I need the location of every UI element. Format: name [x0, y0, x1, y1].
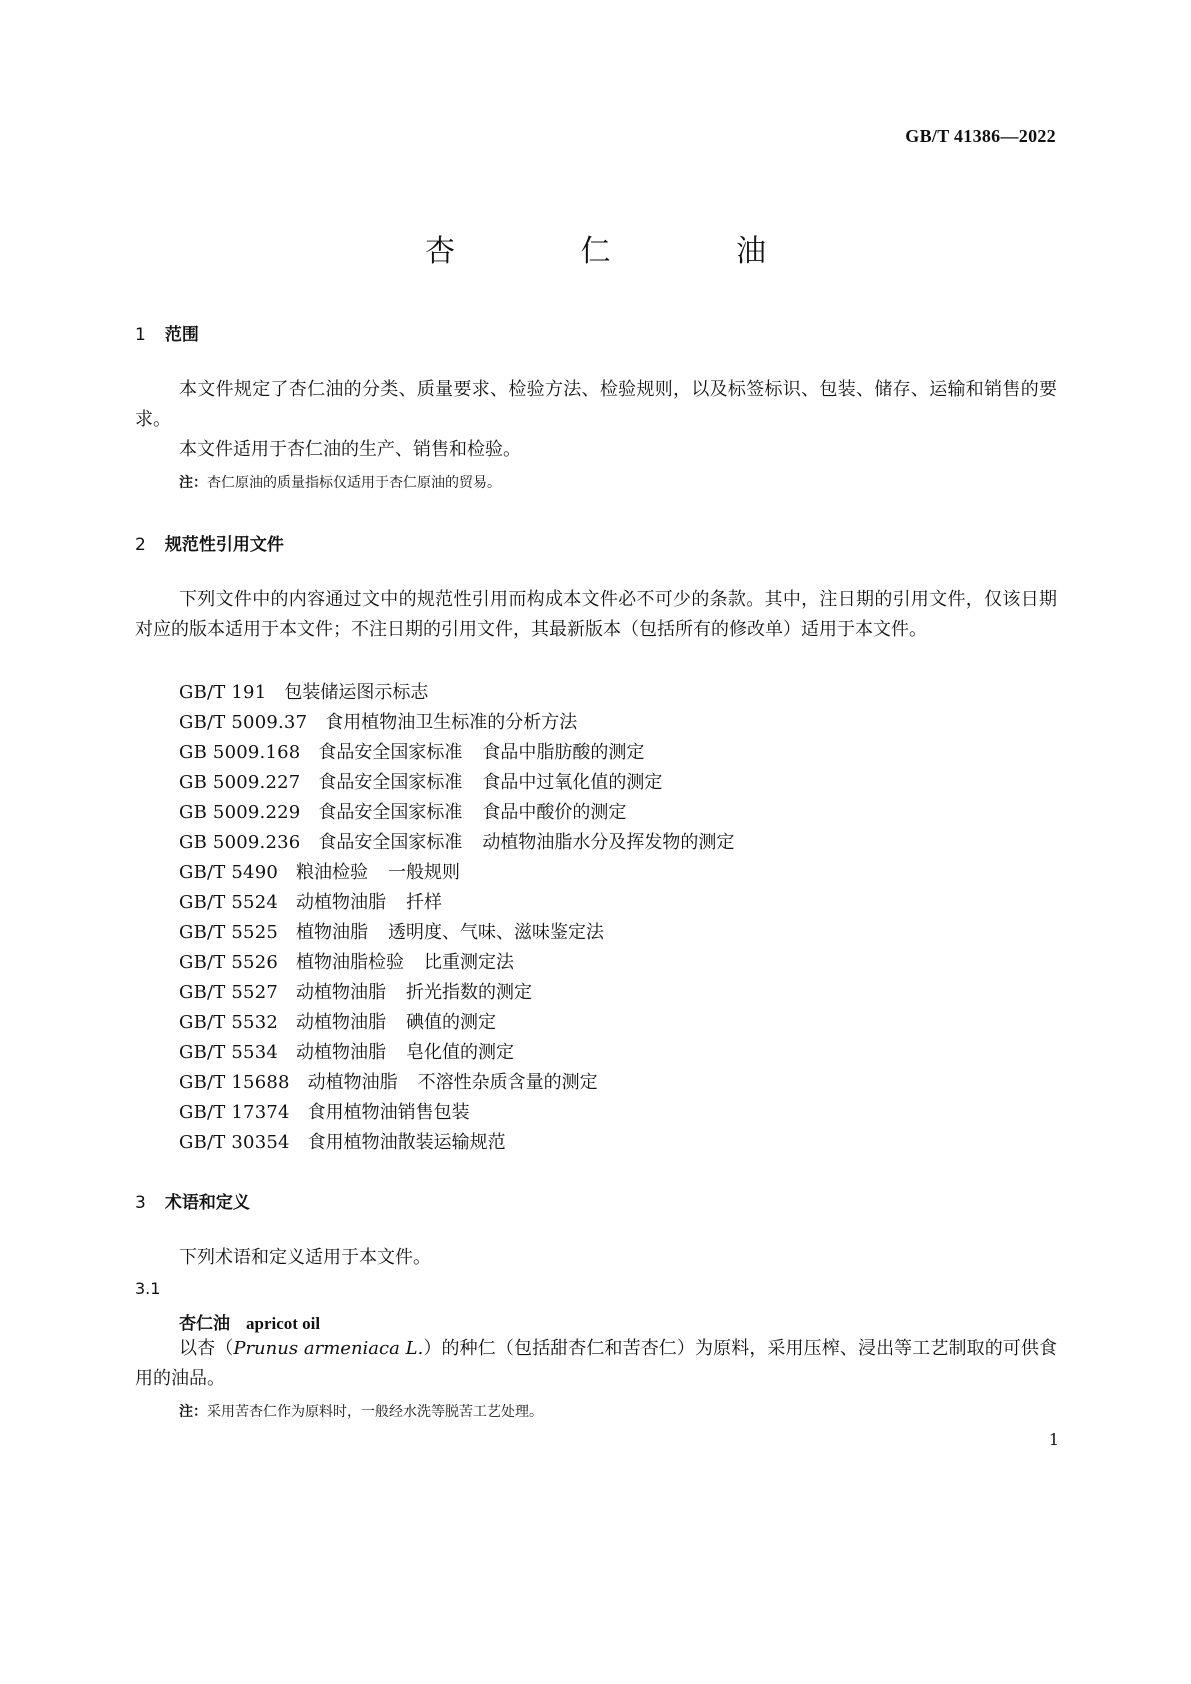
standard-number: GB/T 41386—2022 — [905, 126, 1056, 146]
term-definition — [135, 1334, 1057, 1394]
section-number: 1 — [135, 325, 146, 345]
reference-code: GB/T 5526 — [179, 952, 279, 973]
reference-item — [179, 798, 734, 828]
note-text: 杏仁原油的质量指标仅适用于杏仁原油的贸易。 — [207, 475, 501, 491]
reference-item — [179, 1038, 734, 1068]
section-title: 规范性引用文件 — [164, 535, 284, 555]
reference-code: GB/T 5525 — [179, 922, 279, 943]
reference-title: 食用植物油卫生标准的分析方法 — [325, 712, 578, 733]
document-title: 杏 仁 油 — [424, 234, 825, 269]
reference-title: 食品安全国家标准 — [318, 742, 463, 763]
reference-item — [179, 768, 734, 798]
reference-code: GB/T 17374 — [179, 1102, 290, 1123]
reference-title: 植物油脂检验 — [296, 952, 405, 973]
reference-subtitle: 不溶性杂质含量的测定 — [417, 1072, 598, 1093]
page-number: 1 — [1048, 1430, 1059, 1449]
reference-code: GB/T 5490 — [179, 862, 279, 883]
note-label: 注： — [179, 475, 207, 491]
reference-code: GB/T 5527 — [179, 982, 279, 1003]
term-entry — [179, 1309, 320, 1334]
definition-suffix: ）的种仁（包括甜杏仁和苦杏仁）为原料，采用压榨、浸出等工艺制取的可供食用的油品。 — [135, 1338, 1058, 1389]
reference-code: GB/T 30354 — [179, 1132, 290, 1153]
reference-title: 动植物油脂 — [296, 1042, 387, 1063]
reference-title: 动植物油脂 — [296, 892, 387, 913]
reference-title: 食品安全国家标准 — [318, 832, 463, 853]
reference-subtitle: 折光指数的测定 — [406, 982, 533, 1003]
reference-item — [179, 708, 734, 738]
reference-code: GB 5009.227 — [179, 772, 301, 793]
reference-item — [179, 888, 734, 918]
section-heading-scope — [135, 320, 199, 345]
term-chinese: 杏仁油 — [179, 1314, 230, 1334]
reference-code: GB 5009.168 — [179, 742, 301, 763]
note-text: 采用苦杏仁作为原料时，一般经水洗等脱苦工艺处理。 — [207, 1404, 543, 1420]
reference-title: 食品安全国家标准 — [318, 802, 463, 823]
scope-paragraph-1: 本文件规定了杏仁油的分类、质量要求、检验方法、检验规则，以及标签标识、包装、储存、运输和销售的要求。 — [135, 379, 1057, 430]
reference-list — [179, 678, 734, 1158]
reference-item — [179, 678, 734, 708]
reference-title: 食品安全国家标准 — [318, 772, 463, 793]
section-heading-normative — [135, 530, 284, 555]
reference-code: GB/T 5009.37 — [179, 712, 308, 733]
reference-subtitle: 皂化值的测定 — [406, 1042, 515, 1063]
reference-item — [179, 978, 734, 1008]
definition-prefix: 以杏（ — [179, 1338, 234, 1359]
reference-title: 包装储运图示标志 — [284, 682, 429, 703]
reference-item — [179, 918, 734, 948]
scope-note — [179, 472, 501, 492]
reference-item — [179, 1068, 734, 1098]
reference-subtitle: 碘值的测定 — [406, 1012, 497, 1033]
reference-code: GB/T 5532 — [179, 1012, 279, 1033]
section-number: 2 — [135, 535, 146, 555]
reference-title: 食用植物油散装运输规范 — [307, 1132, 506, 1153]
reference-subtitle: 食品中酸价的测定 — [482, 802, 627, 823]
reference-subtitle: 扦样 — [406, 892, 443, 913]
note-label: 注： — [179, 1404, 207, 1420]
reference-subtitle: 食品中脂肪酸的测定 — [482, 742, 645, 763]
section-title: 范围 — [164, 325, 199, 345]
reference-item — [179, 1008, 734, 1038]
reference-code: GB 5009.229 — [179, 802, 301, 823]
reference-title: 粮油检验 — [296, 862, 369, 883]
reference-subtitle: 一般规则 — [388, 862, 461, 883]
reference-item — [179, 1128, 734, 1158]
reference-code: GB/T 5534 — [179, 1042, 279, 1063]
normative-intro: 下列文件中的内容通过文中的规范性引用而构成本文件必不可少的条款。其中，注日期的引用文件，仅该日期对应的版本适用于本文件；不注日期的引用文件，其最新版本（包括所有的修改单）适用于本文件。 — [135, 589, 1057, 640]
reference-title: 食用植物油销售包装 — [307, 1102, 470, 1123]
reference-item — [179, 738, 734, 768]
reference-subtitle: 透明度、气味、滋味鉴定法 — [388, 922, 605, 943]
reference-subtitle: 比重测定法 — [424, 952, 515, 973]
reference-item — [179, 858, 734, 888]
reference-item — [179, 828, 734, 858]
reference-code: GB 5009.236 — [179, 832, 301, 853]
reference-subtitle: 动植物油脂水分及挥发物的测定 — [482, 832, 735, 853]
term-number: 3.1 — [135, 1279, 161, 1298]
section-number: 3 — [135, 1193, 146, 1213]
term-english: apricot oil — [246, 1314, 321, 1333]
reference-code: GB/T 191 — [179, 682, 267, 703]
section-title: 术语和定义 — [164, 1193, 250, 1213]
terms-intro: 下列术语和定义适用于本文件。 — [179, 1247, 431, 1268]
reference-code: GB/T 15688 — [179, 1072, 290, 1093]
reference-item — [179, 948, 734, 978]
section-heading-terms — [135, 1188, 250, 1213]
scope-paragraph-2: 本文件适用于杏仁油的生产、销售和检验。 — [179, 439, 521, 460]
terms-note — [179, 1401, 543, 1421]
reference-title: 植物油脂 — [296, 922, 369, 943]
reference-title: 动植物油脂 — [296, 1012, 387, 1033]
reference-subtitle: 食品中过氧化值的测定 — [482, 772, 663, 793]
reference-item — [179, 1098, 734, 1128]
definition-latin-name: Prunus armeniaca L. — [233, 1338, 424, 1359]
reference-title: 动植物油脂 — [296, 982, 387, 1003]
reference-code: GB/T 5524 — [179, 892, 279, 913]
reference-title: 动植物油脂 — [307, 1072, 398, 1093]
